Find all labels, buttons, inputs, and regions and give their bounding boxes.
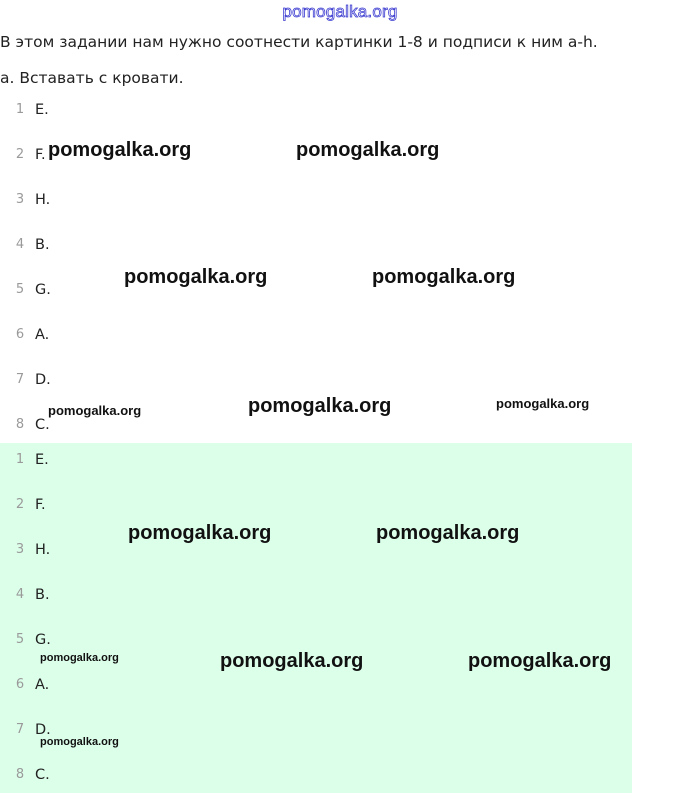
watermark: pomogalka.org xyxy=(376,522,520,544)
watermark: pomogalka.org xyxy=(220,650,364,672)
item-number: 8 xyxy=(15,767,25,782)
item-number: 3 xyxy=(15,542,25,557)
list-item xyxy=(0,668,632,713)
item-answer: C. xyxy=(35,767,50,783)
list-item xyxy=(0,313,632,358)
item-answer: H. xyxy=(35,192,51,208)
item-answer: B. xyxy=(35,587,50,603)
item-number: 5 xyxy=(15,632,25,647)
item-number: 4 xyxy=(15,237,25,252)
item-number: 6 xyxy=(15,327,25,342)
item-answer: G. xyxy=(35,282,51,298)
item-number: 1 xyxy=(15,102,25,117)
item-answer: F. xyxy=(35,147,46,163)
item-answer: D. xyxy=(35,722,51,738)
item-number: 7 xyxy=(15,722,25,737)
list-item xyxy=(0,758,632,803)
task-intro: В этом задании нам нужно соотнести картинки 1-8 и подписи к ним a-h. xyxy=(0,33,598,51)
watermark: pomogalka.org xyxy=(40,652,119,664)
list-item xyxy=(0,488,632,533)
task-example: a. Вставать с кровати. xyxy=(0,69,184,87)
item-number: 2 xyxy=(15,497,25,512)
item-answer: E. xyxy=(35,102,49,118)
item-number: 8 xyxy=(15,417,25,432)
item-number: 6 xyxy=(15,677,25,692)
item-answer: H. xyxy=(35,542,51,558)
item-number: 7 xyxy=(15,372,25,387)
watermark: pomogalka.org xyxy=(468,650,612,672)
item-number: 4 xyxy=(15,587,25,602)
list-item xyxy=(0,268,632,313)
watermark: pomogalka.org xyxy=(496,396,590,411)
item-number: 1 xyxy=(15,452,25,467)
list-item xyxy=(0,223,632,268)
item-answer: B. xyxy=(35,237,50,253)
watermark: pomogalka.org xyxy=(128,522,272,544)
header-watermark: pomogalka.org xyxy=(282,2,398,21)
item-answer: E. xyxy=(35,452,49,468)
watermark: pomogalka.org xyxy=(48,139,192,161)
watermark: pomogalka.org xyxy=(124,266,268,288)
list-item xyxy=(0,178,632,223)
list-item xyxy=(0,578,632,623)
item-answer: A. xyxy=(35,677,50,693)
watermark: pomogalka.org xyxy=(48,403,142,418)
item-number: 3 xyxy=(15,192,25,207)
item-answer: C. xyxy=(35,417,50,433)
watermark: pomogalka.org xyxy=(248,395,392,417)
item-answer: A. xyxy=(35,327,50,343)
item-number: 5 xyxy=(15,282,25,297)
list-item xyxy=(0,88,632,133)
item-answer: G. xyxy=(35,632,51,648)
watermark: pomogalka.org xyxy=(296,139,440,161)
watermark: pomogalka.org xyxy=(40,736,119,748)
item-answer: F. xyxy=(35,497,46,513)
list-item xyxy=(0,443,632,488)
list-item xyxy=(0,533,632,578)
watermark: pomogalka.org xyxy=(372,266,516,288)
item-number: 2 xyxy=(15,147,25,162)
item-answer: D. xyxy=(35,372,51,388)
